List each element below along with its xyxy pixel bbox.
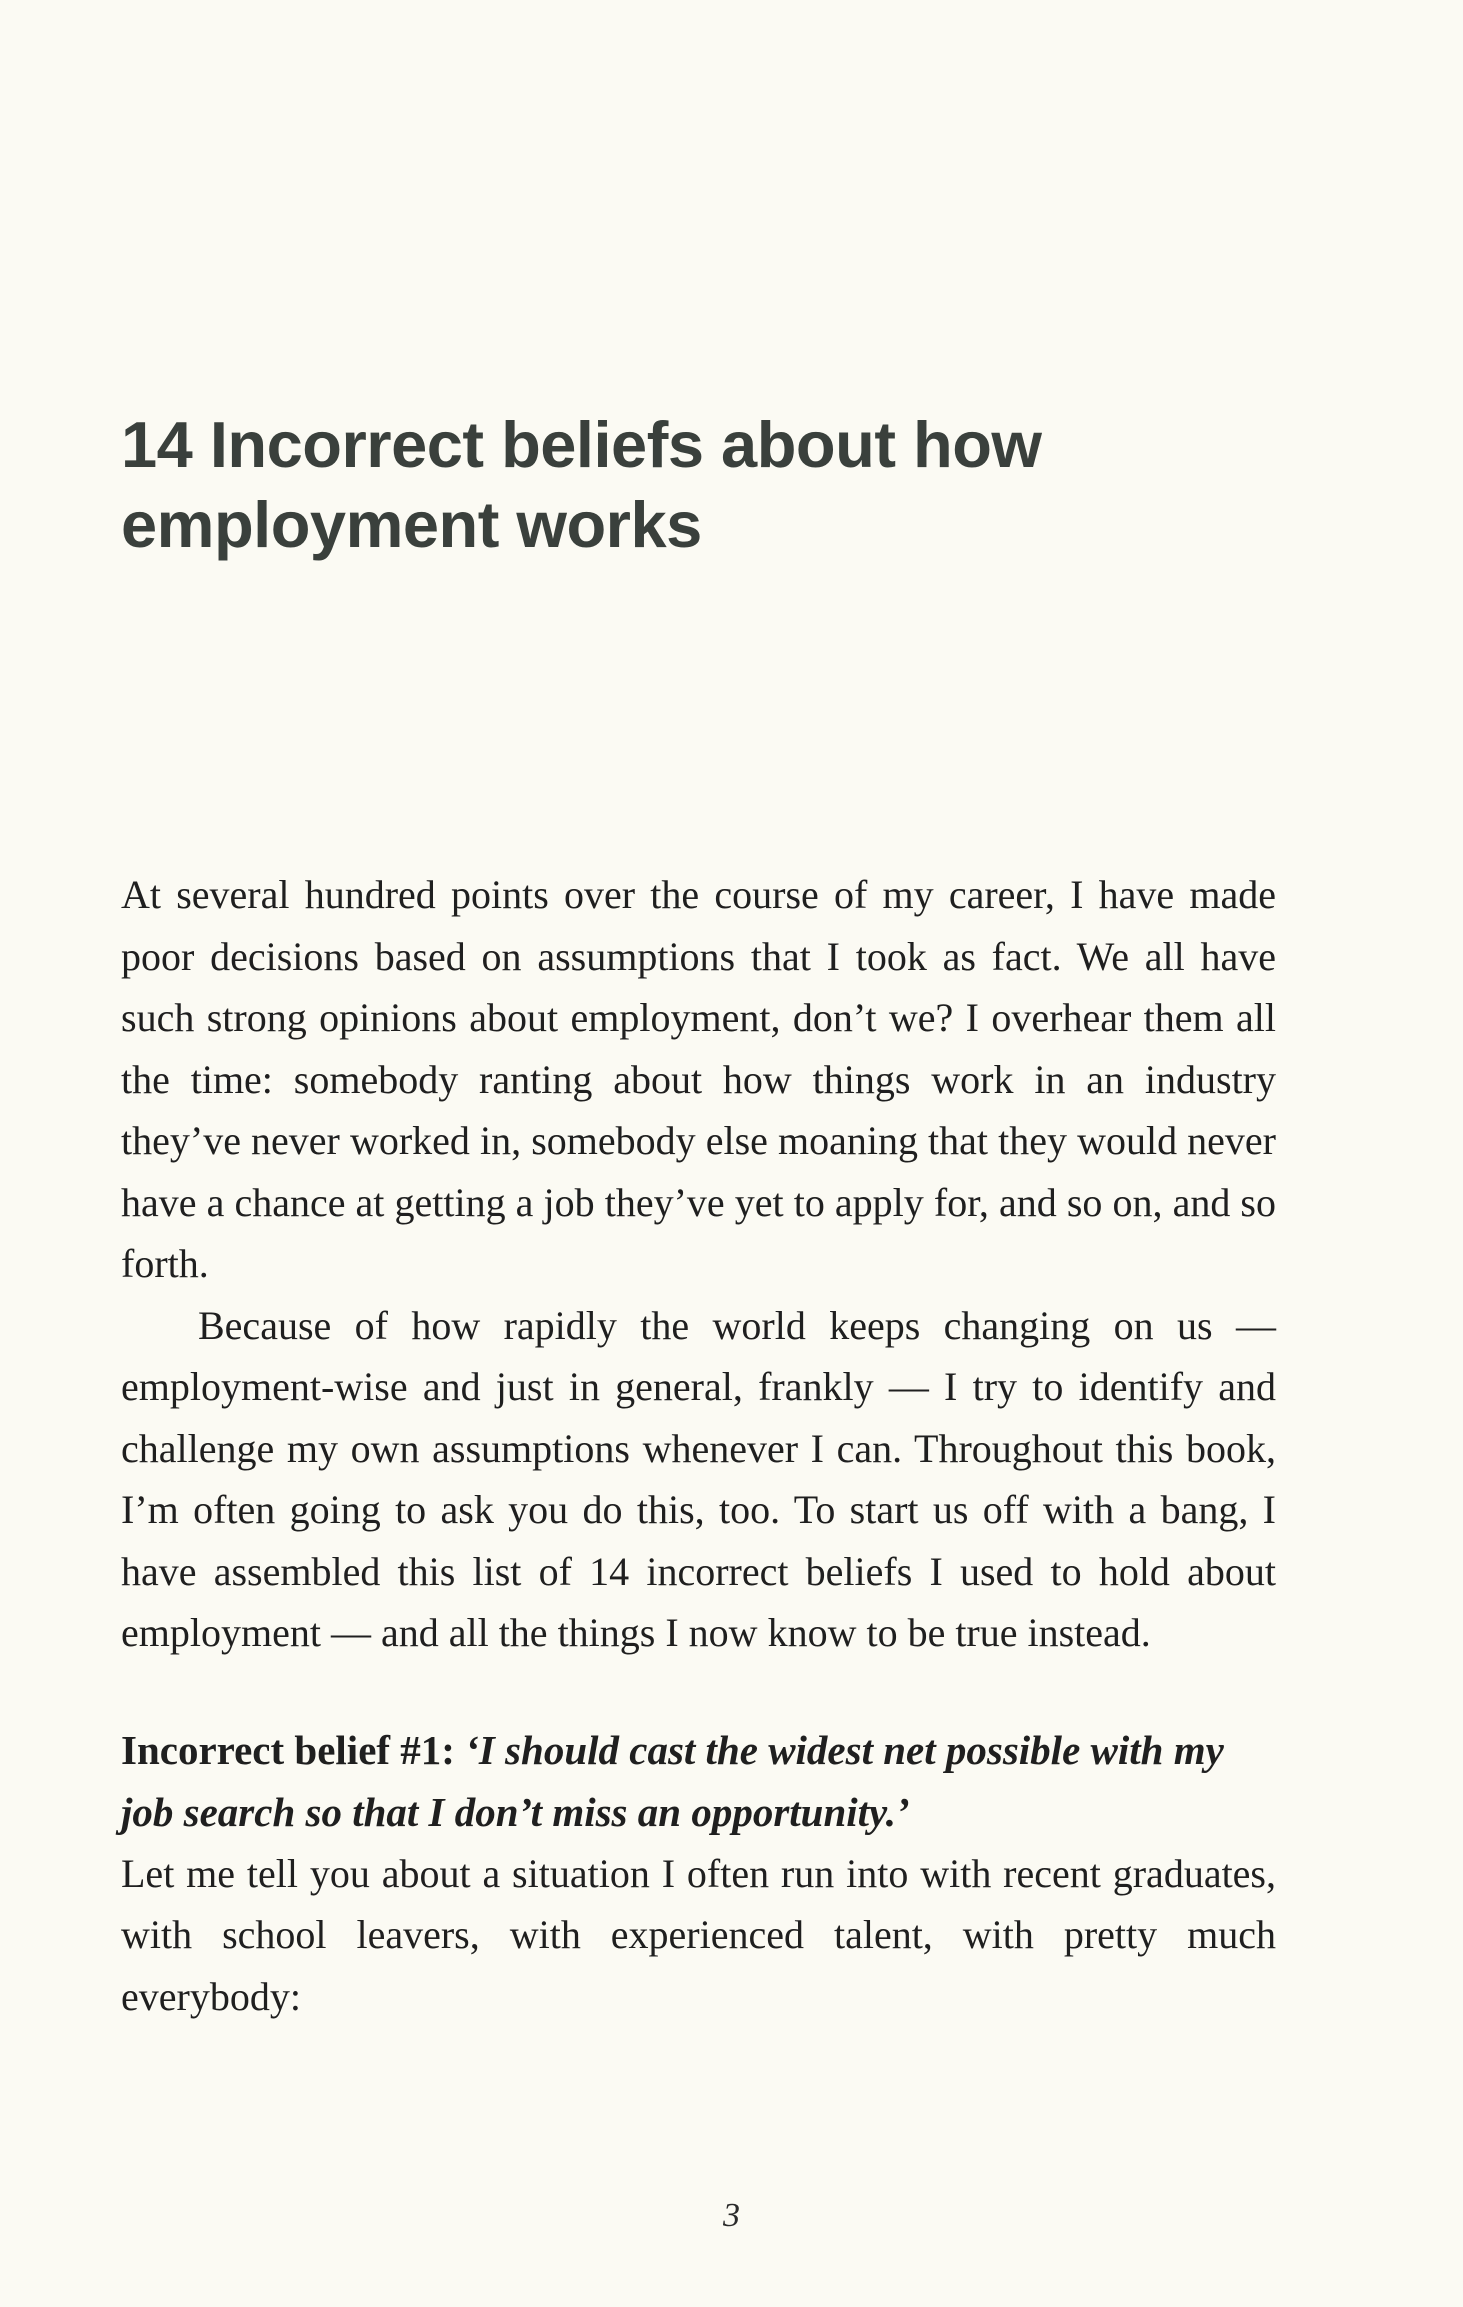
body-text [121,864,1276,2027]
section-heading-quote: ‘I should cast the widest net possible with my job search so that I don’t miss an opportunity.’ [121,1726,1224,1835]
section-belief-1 [121,1719,1276,2028]
section-paragraph: Let me tell you about a situation I often run into with recent graduates, with school leavers, with experienced talent, with pretty much everybody: [121,1850,1276,2019]
intro-paragraph-2: Because of how rapidly the world keeps changing on us — employment-wise and just in general, frankly — I try to identify and challenge my own assumptions whenever I can. Throughout this book, I’m often going to ask you do this, too. To start us off with a bang, I have assembled this list of 14 incorrect beliefs I used to hold about employment — and all the things I now know to be true instead. [121,1302,1276,1655]
section-heading-label: Incorrect belief #1: [121,1726,466,1773]
section-heading [121,1719,1276,1843]
page-number: 3 [723,2197,740,2234]
intro-paragraph-1: At several hundred points over the course of my career, I have made poor decisions based on assumptions that I took as fact. We all have such strong opinions about employment, don’t we? I overhear them all the time: somebody ranting about how things work in an industry they’ve never worked in, somebody else moaning that they would never have a chance at getting a job they’ve yet to apply for, and so on, and so forth. [121,872,1276,1286]
chapter-title [121,405,1281,565]
chapter-title-line-2: employment works [121,488,702,561]
chapter-title-line-1: 14 Incorrect beliefs about how [121,408,1042,481]
